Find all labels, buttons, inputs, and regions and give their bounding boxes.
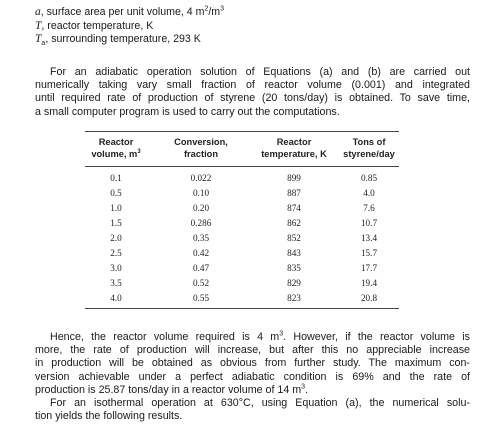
header-line: Tons of [352,137,386,147]
header-conversion [161,136,241,160]
table-header [85,132,399,166]
table-bottom-rule [85,308,399,309]
header-line: Reactor [276,137,312,147]
definition-symbol: T [35,19,42,32]
table-row [85,188,399,203]
text-run: Hence, the reactor volume required is 4 m [50,331,280,343]
definition-item [35,6,224,20]
header-reactor-temperature [249,136,339,160]
table-cell: 19.4 [360,278,378,288]
table-row [85,263,399,278]
table-cell: 843 [287,248,301,258]
header-line: Conversion, [174,137,228,147]
table-row [85,203,399,218]
paragraph-line: numerically taking vary small fraction of reactor volume (0.001) and integrated [35,79,470,92]
table-cell: 3.5 [110,278,122,288]
definition-item [35,20,224,34]
header-text: volume, m [91,149,138,159]
definition-text: /m [208,6,221,18]
table-row [85,293,399,308]
table-cell: 2.0 [110,233,122,243]
table-cell: 0.10 [192,188,210,198]
header-tons-styrene [337,136,401,160]
table-cell: 835 [287,263,301,273]
table-cell: 1.5 [110,218,122,228]
table-cell: 852 [287,233,301,243]
table-cell: 13.4 [360,233,378,243]
paragraph-line [35,384,470,397]
table-cell: 0.35 [192,233,210,243]
table-cell: 874 [287,203,301,213]
table-row [85,173,399,188]
paragraph-line: more, the rate of production will increase, but after this no appreciable increase [35,344,470,357]
paragraph-line: in production will be obtained as obvious from further study. The maximum con- [35,357,470,370]
definition-sup: 3 [220,5,225,13]
paragraph-line: version achievable under a perfect adiabatic condition is 69% and the rate of [35,370,470,383]
definition-symbol: T [35,33,42,45]
table-cell: 899 [287,173,301,183]
definition-sup: 2 [204,5,209,13]
header-line [85,148,147,160]
table-cell: 0.52 [192,278,210,288]
header-sup: 3 [137,148,141,155]
table-cell: 0.022 [190,173,212,183]
paragraph-line: For an isothermal operation at 630°C, using Equation (a), the numerical solu- [50,397,470,410]
paragraph-conclusion [35,331,470,423]
table-cell: 823 [287,293,301,303]
table-cell: 0.286 [190,218,212,228]
definition-subscript: a [41,40,46,48]
definition-symbol: a [35,6,41,18]
table-cell: 3.0 [110,263,122,273]
header-reactor-volume [85,136,147,160]
paragraph-line: For an adiabatic operation solution of Equations (a) and (b) are carried out [50,66,470,78]
header-line: fraction [183,149,219,159]
table-cell: 10.7 [360,218,378,228]
table-cell: 4.0 [110,293,122,303]
table-cell: 4.0 [363,188,375,198]
table-cell: 0.55 [192,293,210,303]
table-cell: 2.5 [110,248,122,258]
paragraph-adiabatic [35,66,470,119]
paragraph-line: a small computer program is used to carry out the computations. [35,105,340,118]
header-line: Reactor [98,137,134,147]
table-cell: 887 [287,188,301,198]
superscript: 3 [301,383,306,391]
text-run: . However, if the reactor volume is [283,331,470,343]
paragraph-line [35,331,470,344]
table-row [85,278,399,293]
text-run: . [305,383,309,396]
results-table [85,131,399,309]
table-row [85,233,399,248]
definition-text: , surface area per unit volume, 4 m [40,6,205,18]
table-cell: 0.42 [192,248,210,258]
table-cell: 0.1 [110,173,122,183]
table-cell: 17.7 [360,263,378,273]
definition-item [35,33,224,47]
table-body [85,167,399,308]
table-row [85,218,399,233]
header-line: temperature, K [261,149,327,159]
table-cell: 0.5 [110,188,122,198]
table-cell: 0.20 [192,203,210,213]
header-line: styrene/day [343,149,395,159]
table-cell: 862 [287,218,301,228]
definitions-list [35,6,224,47]
table-cell: 829 [287,278,301,288]
table-cell: 1.0 [110,203,122,213]
paragraph-line: until required rate of production of styrene (20 tons/day) is obtained. To save time, [35,92,470,105]
definition-text: , surrounding temperature, 293 K [45,33,201,45]
table-cell: 15.7 [360,248,378,258]
definition-text: , reactor temperature, K [41,19,154,32]
paragraph-line: tion yields the following results. [35,410,183,423]
table-cell: 0.85 [360,173,378,183]
text-run: production is 25.87 tons/day in a reactor volume of 14 m [35,383,302,396]
table-cell: 20.8 [360,293,378,303]
table-cell: 7.6 [363,203,375,213]
table-row [85,248,399,263]
superscript: 3 [279,330,284,338]
table-cell: 0.47 [192,263,210,273]
